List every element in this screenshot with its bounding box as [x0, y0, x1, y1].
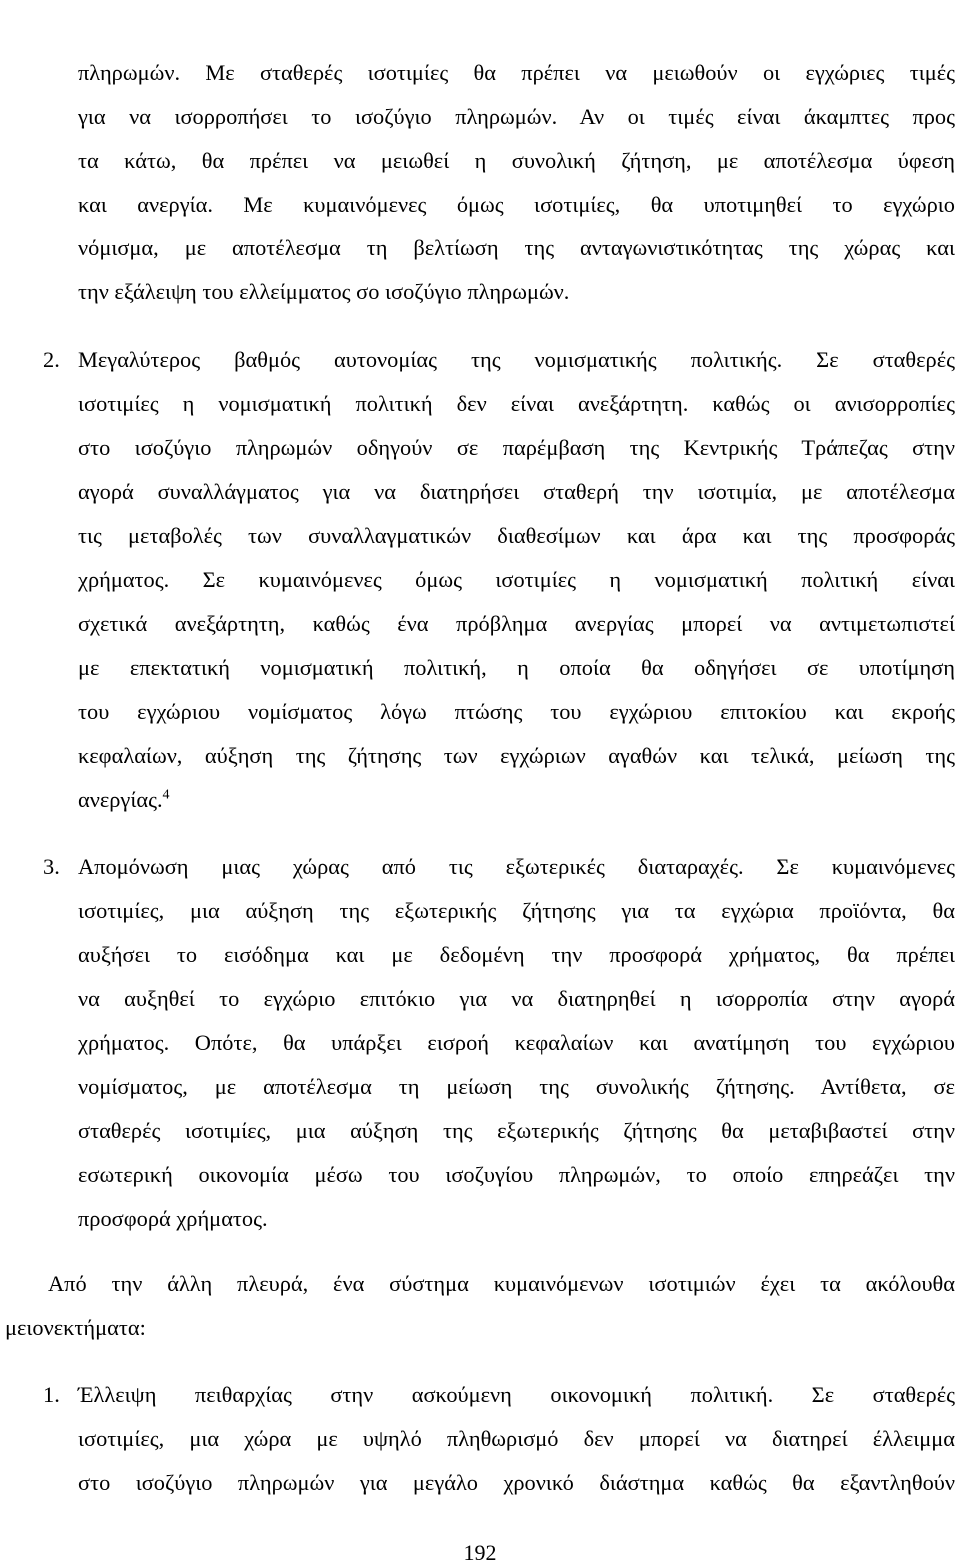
text-line: στο ισοζύγιο πληρωμών για μεγάλο χρονικό διάστημα καθώς θα εξαντληθούν [78, 1470, 955, 1495]
list-item-heading-line: Μεγαλύτερος βαθμός αυτονομίας της νομισματικής πολιτικής. Σε σταθερές [78, 347, 955, 372]
text-line: με επεκτατική νομισματική πολιτική, η οποία θα οδηγήσει σε υποτίμηση [78, 655, 955, 680]
text-line: μειονεκτήματα: [5, 1315, 146, 1340]
text-line: να αυξηθεί το εγχώριο επιτόκιο για να διατηρηθεί η ισορροπία στην αγορά [78, 986, 955, 1011]
text-line: νόμισμα, με αποτέλεσμα τη βελτίωση της ανταγωνιστικότητας της χώρας και [78, 235, 955, 260]
text-line [78, 785, 955, 815]
text-fragment: ανεργίας. [78, 787, 163, 812]
text-line: τα κάτω, θα πρέπει να μειωθεί η συνολική ζήτηση, με αποτέλεσμα ύφεση [78, 148, 955, 173]
text-line: τις μεταβολές των συναλλαγματικών διαθεσίμων και άρα και της προσφοράς [78, 523, 955, 548]
text-line: στο ισοζύγιο πληρωμών οδηγούν σε παρέμβαση της Κεντρικής Τράπεζας στην [78, 435, 955, 460]
footnote-reference[interactable]: 4 [162, 787, 170, 803]
text-line: χρήματος. Οπότε, θα υπάρξει εισροή κεφαλαίων και ανατίμηση του εγχώριου [78, 1030, 955, 1055]
list-item-heading-line: Έλλειψη πειθαρχίας στην ασκούμενη οικονομική πολιτική. Σε σταθερές [78, 1382, 955, 1407]
text-line: αγορά συναλλάγματος για να διατηρήσει σταθερή την ισοτιμία, με αποτέλεσμα [78, 479, 955, 504]
text-line: του εγχώριου νομίσματος λόγω πτώσης του εγχώριου επιτοκίου και εκροής [78, 699, 955, 724]
text-line: ισοτιμίες η νομισματική πολιτική δεν είναι ανεξάρτητη. καθώς οι ανισορροπίες [78, 391, 955, 416]
text-line: προσφορά χρήματος. [78, 1206, 268, 1231]
text-line: εσωτερική οικονομία μέσω του ισοζυγίου πληρωμών, το οποίο επηρεάζει την [78, 1162, 955, 1187]
text-line: πληρωμών. Με σταθερές ισοτιμίες θα πρέπει να μειωθούν οι εγχώριες τιμές [78, 60, 955, 85]
text-line: την εξάλειψη του ελλείμματος σο ισοζύγιο πληρωμών. [78, 279, 570, 304]
list-item-heading-line: Απομόνωση μιας χώρας από τις εξωτερικές διαταραχές. Σε κυμαινόμενες [78, 854, 955, 879]
text-line: για να ισορροπήσει το ισοζύγιο πληρωμών. Αν οι τιμές είναι άκαμπτες προς [78, 104, 955, 129]
page-number: 192 [463, 1540, 497, 1565]
text-line: κεφαλαίων, αύξηση της ζήτησης των εγχώριων αγαθών και τελικά, μείωση της [78, 743, 955, 768]
text-line: Από την άλλη πλευρά, ένα σύστημα κυμαινόμενων ισοτιμιών έχει τα ακόλουθα [48, 1271, 955, 1296]
list-item-number: 1. [43, 1382, 60, 1407]
text-line: σταθερές ισοτιμίες, μια αύξηση της εξωτερικής ζήτησης θα μεταβιβαστεί στην [78, 1118, 955, 1143]
text-line: αυξήσει το εισόδημα και με δεδομένη την προσφορά χρήματος, θα πρέπει [78, 942, 955, 967]
list-item-number: 2. [43, 347, 60, 372]
text-line: σχετικά ανεξάρτητη, καθώς ένα πρόβλημα ανεργίας μπορεί να αντιμετωπιστεί [78, 611, 955, 636]
text-line: και ανεργία. Με κυμαινόμενες όμως ισοτιμίες, θα υποτιμηθεί το εγχώριο [78, 192, 955, 217]
text-line: νομίσματος, με αποτέλεσμα τη μείωση της συνολικής ζήτησης. Αντίθετα, σε [78, 1074, 955, 1099]
text-line: χρήματος. Σε κυμαινόμενες όμως ισοτιμίες η νομισματική πολιτική είναι [78, 567, 955, 592]
text-line: ισοτιμίες, μια αύξηση της εξωτερικής ζήτησης για τα εγχώρια προϊόντα, θα [78, 898, 955, 923]
text-line: ισοτιμίες, μια χώρα με υψηλό πληθωρισμό δεν μπορεί να διατηρεί έλλειμμα [78, 1426, 955, 1451]
list-item-number: 3. [43, 854, 60, 879]
